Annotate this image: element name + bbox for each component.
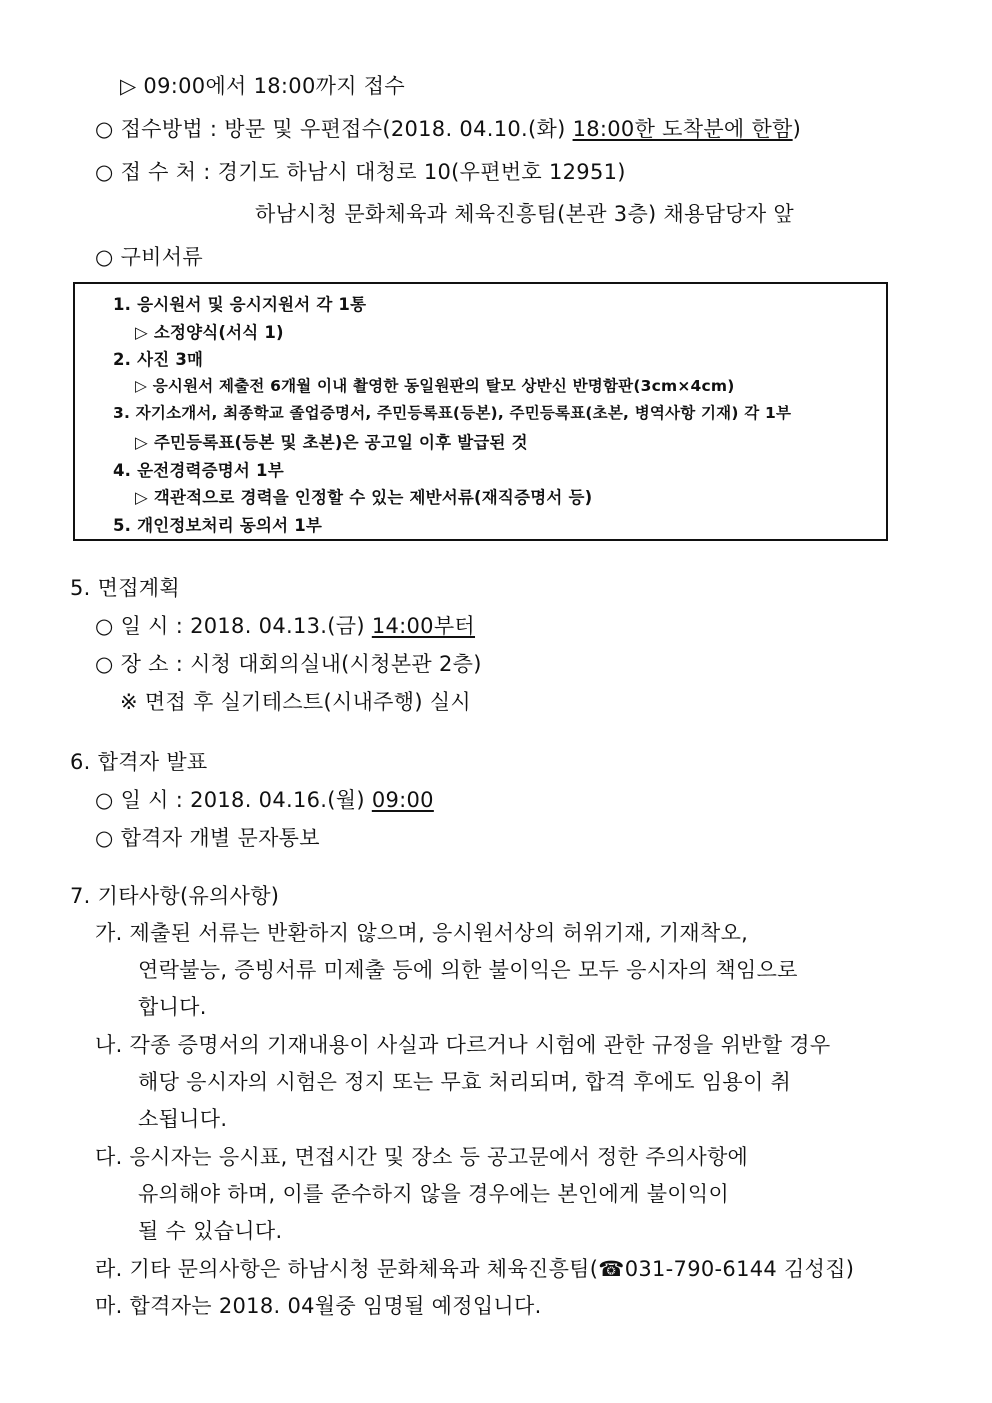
interview-heading: 5. 면접계획 <box>70 576 180 600</box>
other-item-ga-cont-1: 연락불능, 증빙서류 미제출 등에 의한 불이익은 모두 응시자의 책임으로 <box>138 958 798 982</box>
other-item-na: 나. 각종 증명서의 기재내용이 사실과 다르거나 시험에 관한 규정을 위반할 경우 <box>95 1033 831 1057</box>
reception-method-deadline: 18:00한 도착분에 한함 <box>572 117 793 141</box>
reception-time-line: ▷ 09:00에서 18:00까지 접수 <box>120 74 405 98</box>
other-item-na-cont-2: 소됩니다. <box>138 1107 228 1131</box>
other-item-ga: 가. 제출된 서류는 반환하지 않으며, 응시원서상의 허위기재, 기재착오, <box>95 921 749 945</box>
other-item-da-cont-2: 될 수 있습니다. <box>138 1219 283 1243</box>
reception-method-line <box>95 113 801 143</box>
other-item-na-cont-1: 해당 응시자의 시험은 정지 또는 무효 처리되며, 합격 후에도 임용이 취 <box>138 1070 792 1094</box>
document-item-4: 4. 운전경력증명서 1부 <box>113 461 284 480</box>
other-item-da: 다. 응시자는 응시표, 면접시간 및 장소 등 공고문에서 정한 주의사항에 <box>95 1145 749 1169</box>
reception-place-detail: 하남시청 문화체육과 체육진흥팀(본관 3층) 채용담당자 앞 <box>255 202 794 226</box>
reception-place-line: ○ 접 수 처 : 경기도 하남시 대청로 10(우편번호 12951) <box>95 160 626 184</box>
documents-heading: ○ 구비서류 <box>95 245 203 269</box>
announcement-date-text: ○ 일 시 : 2018. 04.16.(월) <box>95 788 372 812</box>
document-item-2: 2. 사진 3매 <box>113 350 204 369</box>
document-item-1-note: ▷ 소정양식(서식 1) <box>135 323 284 342</box>
other-item-ma: 마. 합격자는 2018. 04월중 임명될 예정입니다. <box>95 1294 542 1318</box>
other-item-ra: 라. 기타 문의사항은 하남시청 문화체육과 체육진흥팀(☎031-790-6144 김성집) <box>95 1257 855 1281</box>
document-item-2-note: ▷ 응시원서 제출전 6개월 이내 촬영한 동일원판의 탈모 상반신 반명함판(3cm×4cm) <box>135 377 735 395</box>
announcement-heading: 6. 합격자 발표 <box>70 750 208 774</box>
interview-date-line <box>95 610 475 640</box>
other-item-ga-cont-2: 합니다. <box>138 995 207 1019</box>
document-item-5: 5. 개인정보처리 동의서 1부 <box>113 516 323 535</box>
interview-place: ○ 장 소 : 시청 대회의실내(시청본관 2층) <box>95 652 482 676</box>
document-item-3: 3. 자기소개서, 최종학교 졸업증명서, 주민등록표(등본), 주민등록표(초본, 병역사항 기재) 각 1부 <box>113 404 792 422</box>
other-item-da-cont-1: 유의해야 하며, 이를 준수하지 않을 경우에는 본인에게 불이익이 <box>138 1182 730 1206</box>
document-item-4-note: ▷ 객관적으로 경력을 인정할 수 있는 제반서류(재직증명서 등) <box>135 488 593 507</box>
reception-method-text: ○ 접수방법 : 방문 및 우편접수(2018. 04.10.(화) <box>95 117 573 141</box>
document-item-1: 1. 응시원서 및 응시지원서 각 1통 <box>113 295 367 314</box>
announcement-date-time: 09:00 <box>371 788 434 812</box>
interview-date-text: ○ 일 시 : 2018. 04.13.(금) <box>95 614 372 638</box>
interview-date-time: 14:00부터 <box>371 614 476 638</box>
announcement-date-line <box>95 784 434 814</box>
other-heading: 7. 기타사항(유의사항) <box>70 884 280 908</box>
announcement-notice: ○ 합격자 개별 문자통보 <box>95 826 320 850</box>
document-item-3-note: ▷ 주민등록표(등본 및 초본)은 공고일 이후 발급된 것 <box>135 433 528 452</box>
interview-note: ※ 면접 후 실기테스트(시내주행) 실시 <box>120 690 471 714</box>
reception-method-close: ) <box>792 117 802 141</box>
